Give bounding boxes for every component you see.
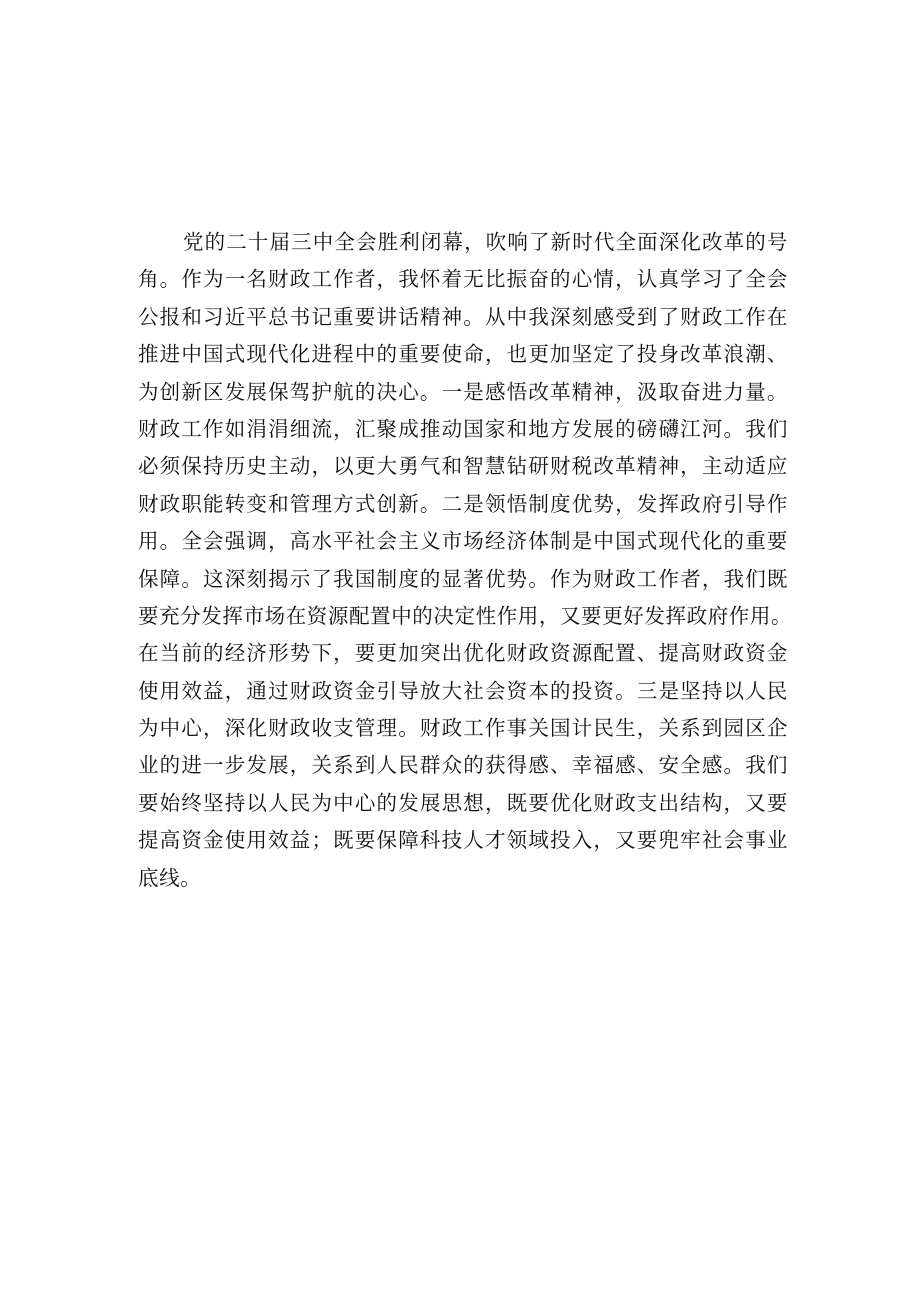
paragraph-line: 推进中国式现代化进程中的重要使命，也更加坚定了投身改革浪潮、 bbox=[138, 342, 788, 367]
paragraph-line: 财政职能转变和管理方式创新。二是领悟制度优势，发挥政府引导作 bbox=[138, 491, 788, 516]
paragraph-line: 在当前的经济形势下，要更加突出优化财政资源配置、提高财政资金 bbox=[138, 641, 788, 666]
paragraph-line: 角。作为一名财政工作者，我怀着无比振奋的心情，认真学习了全会 bbox=[138, 267, 788, 292]
paragraph-line: 必须保持历史主动，以更大勇气和智慧钻研财税改革精神，主动适应 bbox=[138, 454, 788, 479]
paragraph-line: 保障。这深刻揭示了我国制度的显著优势。作为财政工作者，我们既 bbox=[138, 566, 788, 591]
paragraph-line: 公报和习近平总书记重要讲话精神。从中我深刻感受到了财政工作在 bbox=[138, 304, 788, 329]
paragraph-line: 要充分发挥市场在资源配置中的决定性作用，又要更好发挥政府作用。 bbox=[138, 603, 793, 628]
paragraph-line: 使用效益，通过财政资金引导放大社会资本的投资。三是坚持以人民 bbox=[138, 678, 788, 703]
paragraph-line: 要始终坚持以人民为中心的发展思想，既要优化财政支出结构，又要 bbox=[138, 790, 788, 815]
paragraph-line: 为中心，深化财政收支管理。财政工作事关国计民生，关系到园区企 bbox=[138, 716, 788, 741]
paragraph-line: 底线。 bbox=[138, 865, 202, 890]
paragraph-line: 业的进一步发展，关系到人民群众的获得感、幸福感、安全感。我们 bbox=[138, 753, 788, 778]
body-paragraph bbox=[138, 224, 793, 897]
paragraph-line: 为创新区发展保驾护航的决心。一是感悟改革精神，汲取奋进力量。 bbox=[138, 379, 788, 404]
paragraph-line: 用。全会强调，高水平社会主义市场经济体制是中国式现代化的重要 bbox=[138, 529, 788, 554]
paragraph-line: 党的二十届三中全会胜利闭幕，吹响了新时代全面深化改革的号 bbox=[183, 230, 788, 254]
paragraph-line: 财政工作如涓涓细流，汇聚成推动国家和地方发展的磅礴江河。我们 bbox=[138, 416, 788, 441]
paragraph-line: 提高资金使用效益；既要保障科技人才领域投入，又要兜牢社会事业 bbox=[138, 828, 788, 853]
